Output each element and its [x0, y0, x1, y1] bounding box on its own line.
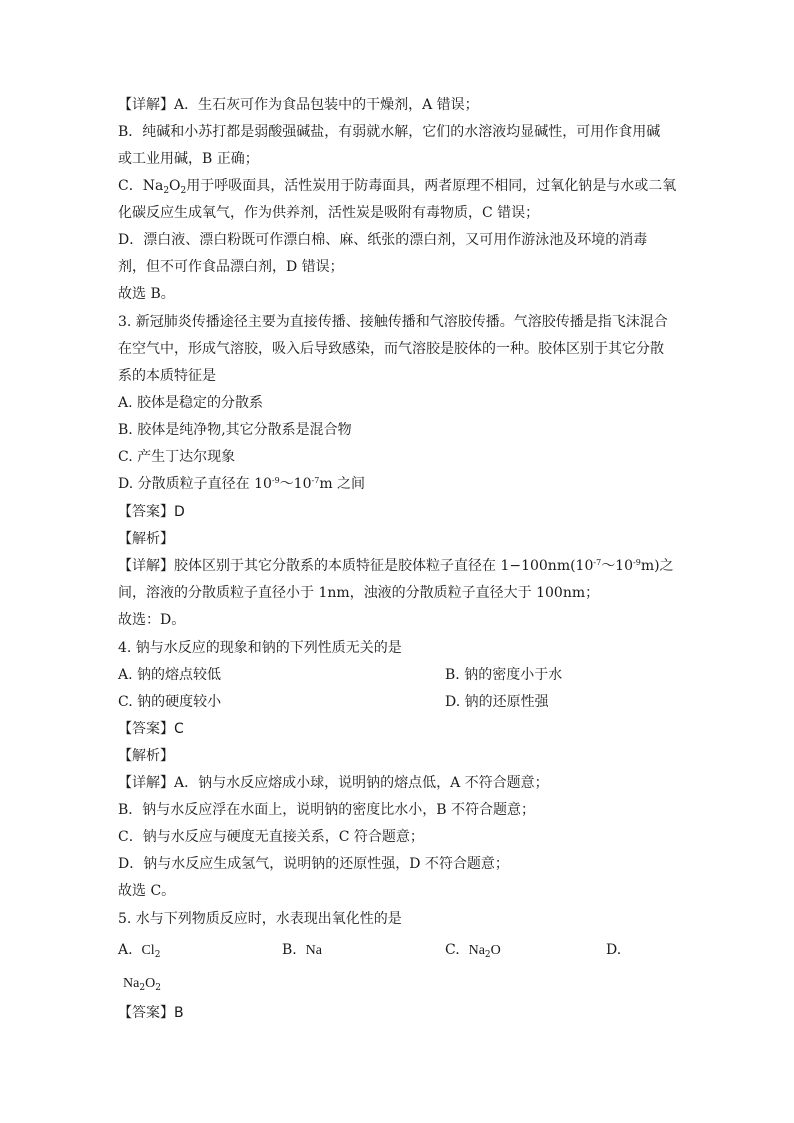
question-4-answer: 【答案】C — [118, 721, 184, 737]
question-4-option-c: C. 钠的硬度较小 — [118, 694, 222, 710]
question-3-option-b: B. 胶体是纯净物,其它分散系是混合物 — [118, 422, 352, 438]
question-5-stem: 5. 水与下列物质反应时，水表现出氧化性的是 — [118, 911, 402, 927]
question-3-option-d: D. 分散质粒子直径在 $10^{-9}\sim 10^{-7}m$ 之间 — [118, 476, 366, 492]
question-4-explanation: 【详解】A．钠与水反应熔成小球，说明钠的熔点低，A 不符合题意； — [118, 775, 549, 791]
question-3-stem: 3. 新冠肺炎传播途径主要为直接传播、接触传播和气溶胶传播。气溶胶传播是指飞沫混合 — [118, 314, 668, 330]
explanation-line: C．$Na_2O_2$用于呼吸面具，活性炭用于防毒面具，两者原理不相同，过氧化钠是与水或二氧 — [118, 178, 677, 196]
question-3-option-c: C. 产生丁达尔现象 — [118, 449, 236, 465]
question-5-option-b: B. Na — [282, 942, 322, 958]
question-3-answer: 【答案】D — [118, 504, 185, 520]
question-5-option-d-label: D. — [606, 942, 622, 958]
question-4-explanation: B．钠与水反应浮在水面上，说明钠的密度比水小，B 不符合题意； — [118, 802, 536, 818]
question-3-conclusion: 故选：D。 — [118, 612, 186, 628]
question-3-stem: 系的本质特征是 — [118, 368, 216, 384]
question-3-explanation: 间，溶液的分散质粒子直径小于 1nm，浊液的分散质粒子直径大于 100nm； — [118, 585, 600, 601]
question-4-analysis-heading: 【解析】 — [118, 748, 174, 764]
question-3-option-a: A. 胶体是稳定的分散系 — [118, 395, 264, 411]
question-5-answer: 【答案】B — [118, 1005, 184, 1021]
question-5-option-c: C. $Na_2O$ — [445, 942, 501, 960]
question-4-explanation: D．钠与水反应生成氢气，说明钠的还原性强，D 不符合题意； — [118, 856, 509, 872]
question-3-stem: 在空气中，形成气溶胶，吸入后导致感染，而气溶胶是胶体的一种。胶体区别于其它分散 — [118, 341, 664, 357]
question-4-conclusion: 故选 C。 — [118, 883, 176, 899]
question-3-explanation: 【详解】胶体区别于其它分散系的本质特征是胶体粒子直径在 $1-100nm(10^{-7}\sim 10^{-9}m)$之 — [118, 558, 674, 574]
question-5-option-a: A. $Cl_2$ — [118, 942, 161, 960]
explanation-line: 化碳反应生成氧气，作为供养剂，活性炭是吸附有毒物质，C 错误； — [118, 205, 540, 221]
explanation-line: 【详解】A．生石灰可作为食品包装中的干燥剂，A 错误； — [118, 97, 479, 113]
question-4-option-d: D. 钠的还原性强 — [445, 694, 549, 710]
question-3-analysis-heading: 【解析】 — [118, 531, 174, 547]
question-4-option-b: B. 钠的密度小于水 — [445, 667, 563, 683]
explanation-line: D．漂白液、漂白粉既可作漂白棉、麻、纸张的漂白剂，又可用作游泳池及环境的消毒 — [118, 232, 648, 248]
question-4-option-a: A. 钠的熔点较低 — [118, 667, 222, 683]
explanation-line: 剂，但不可作食品漂白剂，D 错误； — [118, 259, 344, 275]
question-4-stem: 4. 钠与水反应的现象和钠的下列性质无关的是 — [118, 640, 402, 656]
conclusion-line: 故选 B。 — [118, 286, 175, 302]
question-4-explanation: C．钠与水反应与硬度无直接关系，C 符合题意； — [118, 829, 424, 845]
question-5-option-d: $Na_2O_2$ — [123, 976, 161, 993]
explanation-line: 或工业用碱，B 正确； — [118, 151, 259, 167]
explanation-line: B．纯碱和小苏打都是弱酸强碱盐，有弱就水解，它们的水溶液均显碱性，可用作食用碱 — [118, 124, 661, 140]
